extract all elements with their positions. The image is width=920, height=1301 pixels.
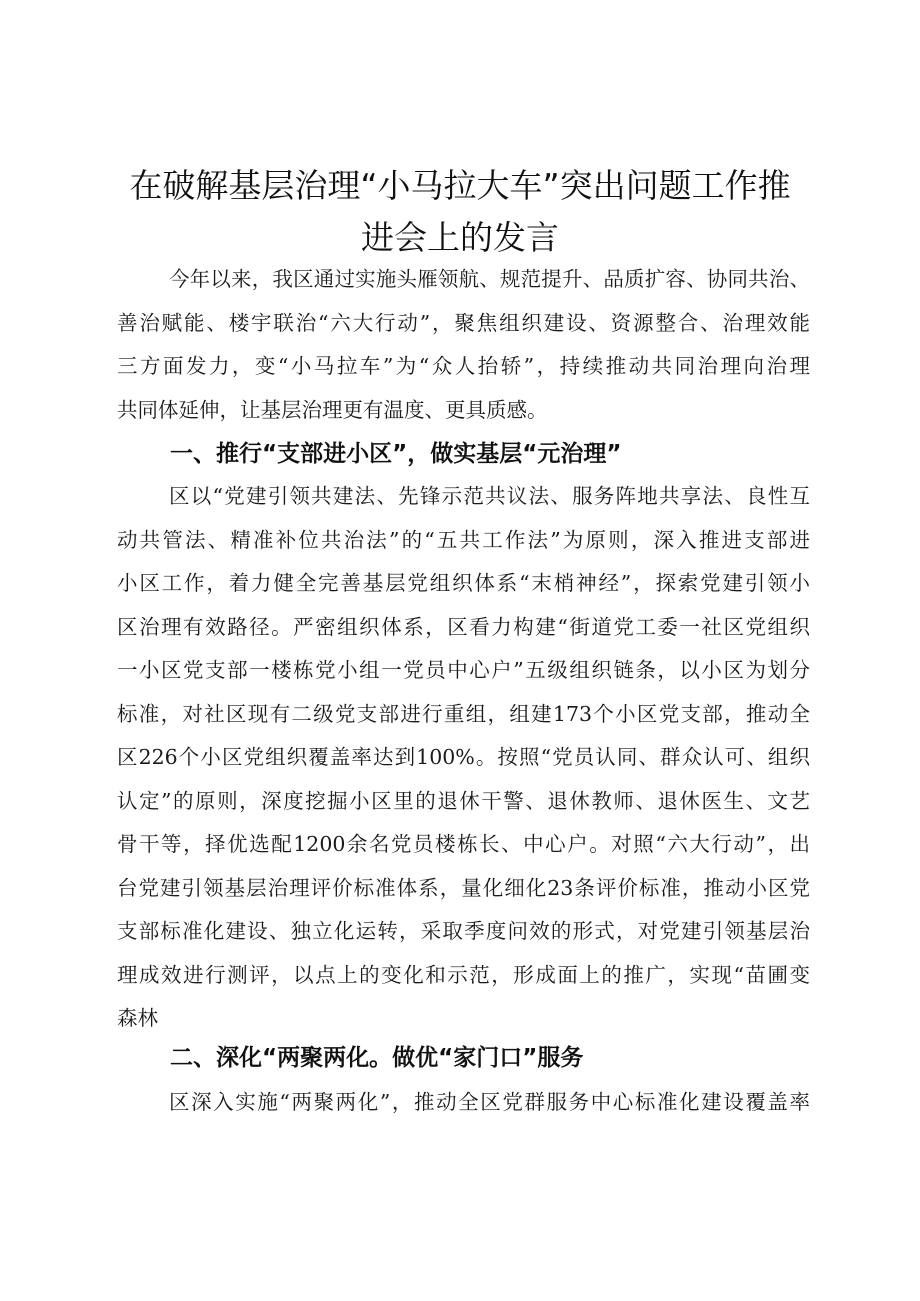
section1-line-9: 骨干等，择优选配1200余名党员楼栋长、中心户。对照“六大行动”，出 [117, 832, 810, 856]
section1-line-2: 动共管法、精准补位共治法”的“五共工作法”为原则，深入推进支部进 [117, 527, 810, 552]
section1-line-5: 一小区党支部一楼栋党小组一党员中心户”五级组织链条，以小区为划分 [117, 658, 810, 682]
document-title-line1: 在破解基层治理“小马拉大车”突出问题工作推 [129, 166, 791, 205]
section2-line-1: 区深入实施“两聚两化”，推动全区党群服务中心标准化建设覆盖率 [169, 1090, 810, 1114]
intro-line-3: 三方面发力，变“小马拉车”为“众人抬轿”，持续推动共同治理向治理 [117, 354, 810, 378]
section2-heading: 二、深化“两聚两化。做优“家门口”服务 [170, 1045, 584, 1071]
section1-line-11: 支部标准化建设、独立化运转，采取季度问效的形式，对党建引领基层治 [117, 919, 810, 943]
section2-paragraph [117, 1081, 810, 1125]
section1-paragraph [117, 475, 810, 1041]
section1-line-8: 认定”的原则，深度挖掘小区里的退休干警、退休教师、退休医生、文艺 [117, 788, 810, 813]
intro-line-2: 善治赋能、楼宇联治“六大行动”，聚焦组织建设、资源整合、治理效能 [117, 310, 810, 335]
section1-line-13: 森林 [117, 1006, 158, 1030]
section1-line-10: 台党建引领基层治理评价标准体系，量化细化23条评价标准，推动小区党 [117, 875, 810, 900]
intro-line-1: 今年以来，我区通过实施头雁领航、规范提升、品质扩容、协同共治、 [169, 267, 810, 291]
intro-paragraph [117, 258, 810, 432]
section1-line-1: 区以“党建引领共建法、先锋示范共议法、服务阵地共享法、良性互 [169, 484, 810, 508]
section1-line-3: 小区工作，着力健全完善基层党组织体系“末梢神经”，探索党建引领小 [117, 571, 810, 595]
section1-line-12: 理成效进行测评，以点上的变化和示范，形成面上的推广，实现“苗圃变 [117, 962, 810, 987]
intro-line-4: 共同体延伸，让基层治理更有温度、更具质感。 [117, 397, 548, 422]
document-title-line2: 进会上的发言 [361, 218, 559, 257]
section1-line-6: 标准，对社区现有二级党支部进行重组，组建173个小区党支部，推动全 [117, 701, 810, 726]
section1-line-7: 区226个小区党组织覆盖率达到100%。按照“党员认同、群众认可、组织 [117, 745, 810, 769]
section1-heading: 一、推行“支部进小区”，做实基层“元治理” [170, 441, 622, 467]
section1-line-4: 区治理有效路径。严密组织体系，区看力构建“街道党工委一社区党组织 [117, 614, 810, 639]
